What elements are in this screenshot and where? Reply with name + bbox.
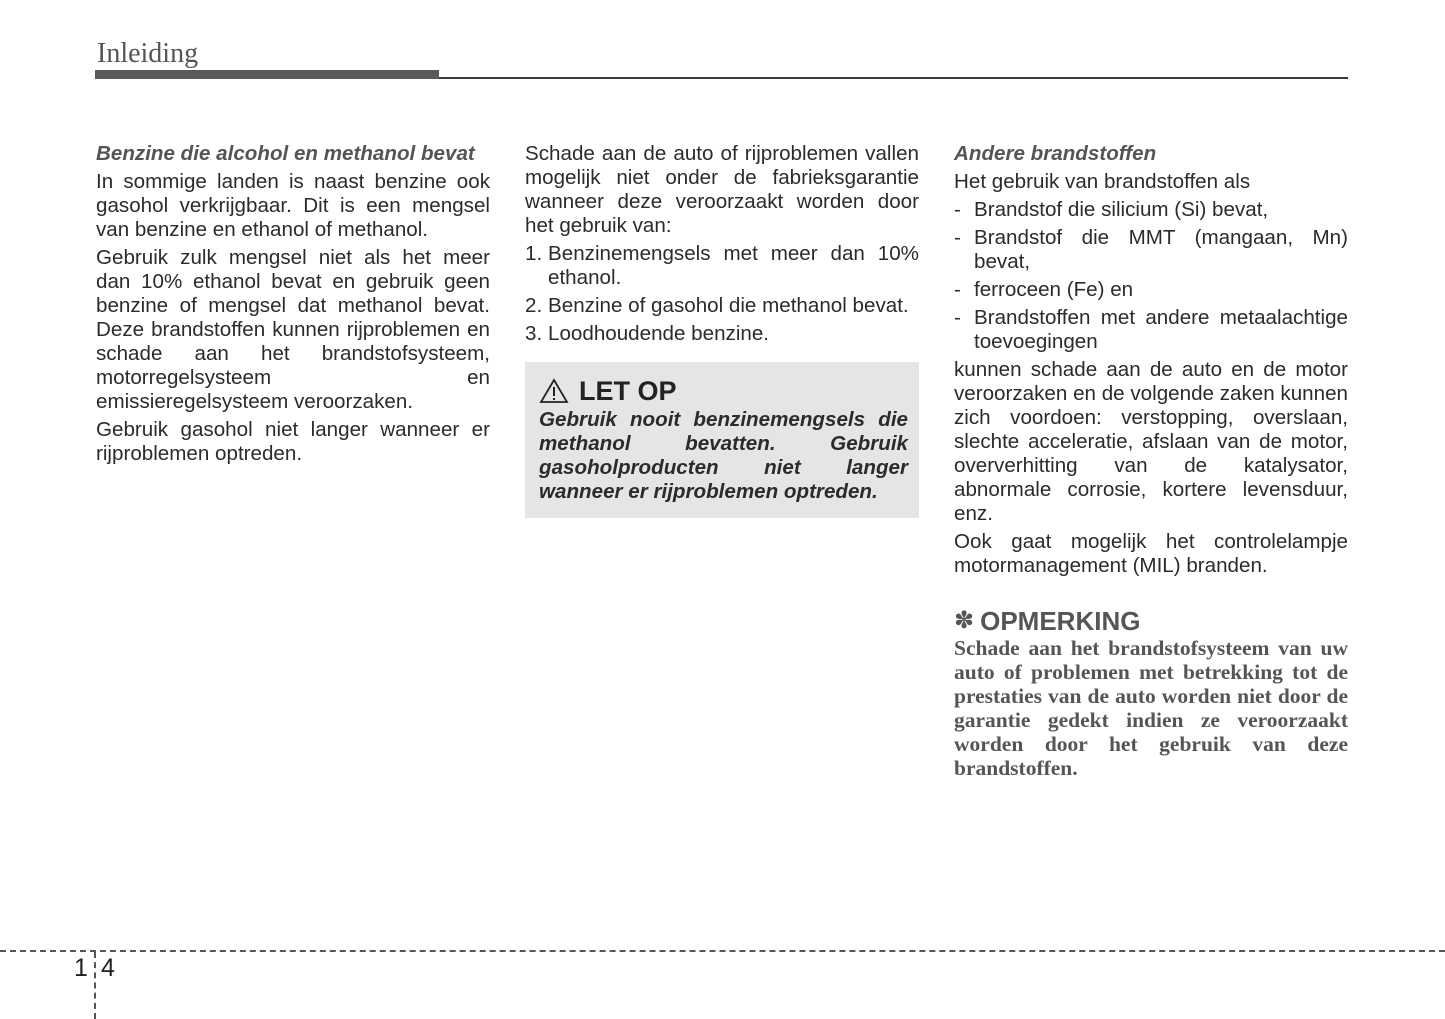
list-text: Loodhoudende benzine. <box>548 322 770 345</box>
list-item <box>954 226 1348 274</box>
list-text: Brandstoffen met andere metaalachtige toevoegingen <box>974 306 1348 353</box>
paragraph: Ook gaat mogelijk het controlelampje motormanagement (MIL) branden. <box>954 530 1348 577</box>
header-rule-thin <box>439 77 1348 79</box>
paragraph: Het gebruik van brandstoffen als <box>954 170 1251 193</box>
column-left <box>96 142 490 470</box>
list-item <box>525 294 919 318</box>
column-right <box>954 142 1348 780</box>
numbered-list <box>525 242 919 346</box>
chapter-number: 1 <box>74 954 88 982</box>
list-text: Benzine of gasohol die methanol bevat. <box>548 294 909 317</box>
list-number: 1. <box>525 242 543 265</box>
caution-text: Gebruik nooit benzinemengsels die methanol bevatten. Gebruik gasoholproducten niet langer wanneer er rijproblemen optreden. <box>539 408 908 503</box>
list-number: 3. <box>525 322 543 345</box>
dash-list <box>954 198 1348 354</box>
note-title: OPMERKING <box>980 606 1141 636</box>
footer-page-separator <box>94 952 96 1019</box>
paragraph: Gebruik zulk mengsel niet als het meer dan 10% ethanol bevat en gebruik geen benzine of mengsel dat methanol bevat. Deze brandstoffen kunnen rijproblemen en schade aan het brandstofsysteem, motorregelsysteem en emissieregelsysteem veroorzaken. <box>96 246 490 413</box>
paragraph: Gebruik gasohol niet langer wanneer er rijproblemen optreden. <box>96 418 490 465</box>
caution-box <box>525 362 919 518</box>
list-item <box>954 278 1348 302</box>
note-box <box>954 606 1348 780</box>
header-rule-thick <box>95 70 439 79</box>
column-middle <box>525 142 919 518</box>
caution-title: LET OP <box>579 376 677 406</box>
caution-heading <box>539 376 908 406</box>
list-text: Brandstof die MMT (mangaan, Mn) bevat, <box>974 226 1348 273</box>
list-text: ferroceen (Fe) en <box>974 278 1134 301</box>
paragraph: In sommige landen is naast benzine ook gasohol verkrijgbaar. Dit is een mengsel van benzine en ethanol of methanol. <box>96 170 490 241</box>
list-dash: - <box>954 198 961 221</box>
paragraph: Schade aan de auto of rijproblemen vallen mogelijk niet onder de fabrieksgarantie wanneer deze veroorzaakt worden door het gebruik van: <box>525 142 919 237</box>
section-subheading: Benzine die alcohol en methanol bevat <box>96 142 475 165</box>
list-dash: - <box>954 226 961 249</box>
list-number: 2. <box>525 294 543 317</box>
section-subheading: Andere brandstoffen <box>954 142 1157 165</box>
note-heading <box>954 606 1348 636</box>
list-dash: - <box>954 278 961 301</box>
list-item <box>525 242 919 290</box>
list-text: Benzinemengsels met meer dan 10% ethanol. <box>548 242 919 289</box>
asterisk-icon: ✽ <box>954 607 975 634</box>
list-item <box>525 322 919 346</box>
page-number: 4 <box>101 954 115 982</box>
warning-triangle-icon <box>539 378 569 404</box>
page-header-title: Inleiding <box>97 38 199 69</box>
note-text: Schade aan het brandstofsysteem van uw auto of problemen met betrekking tot de prestaties van de auto worden niet door de garantie gedekt indien ze veroorzaakt worden door het gebruik van deze brandstoffen. <box>954 636 1348 780</box>
list-dash: - <box>954 306 961 329</box>
paragraph: kunnen schade aan de auto en de motor veroorzaken en de volgende zaken kunnen zich voordoen: verstopping, overslaan, slechte acceleratie, afslaan van de motor, oververhitting van de katalysator, abnormale corrosie, kortere levensduur, enz. <box>954 358 1348 525</box>
list-item <box>954 198 1348 222</box>
list-text: Brandstof die silicium (Si) bevat, <box>974 198 1269 221</box>
list-item <box>954 306 1348 354</box>
footer-divider <box>0 950 1445 952</box>
